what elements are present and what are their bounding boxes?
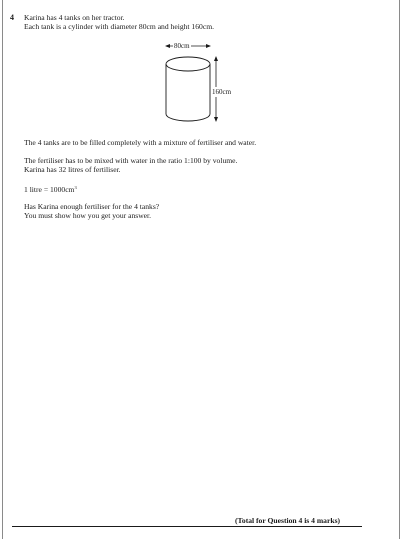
- unit-conversion-line: [24, 183, 77, 194]
- cubic-superscript: 3: [74, 185, 77, 190]
- total-marks: (Total for Question 4 is 4 marks): [235, 516, 341, 525]
- question-text-line: The fertiliser has to be mixed with water in the ratio 1:100 by volume.: [24, 156, 238, 165]
- question-text-line: You must show how you get your answer.: [24, 211, 152, 220]
- height-label: 160cm: [212, 88, 232, 96]
- question-text-line: Karina has 4 tanks on her tractor.: [24, 13, 125, 22]
- question-number: 4: [10, 13, 14, 22]
- diameter-label: 80cm: [174, 42, 190, 50]
- page-border-left: [2, 0, 3, 539]
- unit-conversion-text: 1 litre = 1000cm: [24, 185, 75, 194]
- question-text-line: Karina has 32 litres of fertiliser.: [24, 165, 121, 174]
- total-rule: [12, 526, 362, 527]
- question-text-line: The 4 tanks are to be filled completely with a mixture of fertiliser and water.: [24, 138, 257, 147]
- question-text-line: Each tank is a cylinder with diameter 80cm and height 160cm.: [24, 22, 214, 31]
- cylinder-diagram: [140, 38, 250, 128]
- cylinder-figure: [140, 38, 250, 128]
- question-text-line: Has Karina enough fertiliser for the 4 tanks?: [24, 202, 160, 211]
- page-border-right: [399, 0, 400, 539]
